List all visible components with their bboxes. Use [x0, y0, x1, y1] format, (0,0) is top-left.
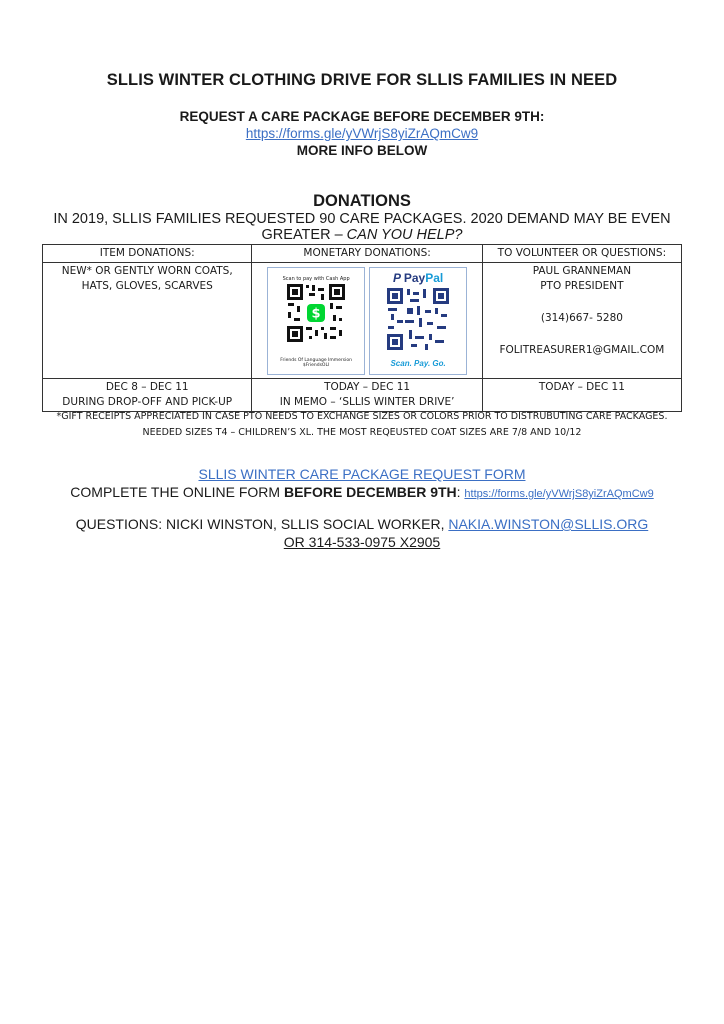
contact-phone: (314)667- 5280: [540, 312, 623, 324]
paypal-logo-icon: P PayPal: [392, 271, 444, 285]
table-row: [43, 263, 682, 379]
page-title: SLLIS WINTER CLOTHING DRIVE FOR SLLIS FAMILIES IN NEED: [106, 71, 618, 89]
paypal-qr-code[interactable]: [385, 286, 451, 352]
volunteer-dates-cell: [482, 379, 681, 412]
paypal-tagline: Scan. Pay. Go.: [390, 359, 446, 368]
volunteer-dates: TODAY – DEC 11: [538, 381, 625, 393]
cashapp-caption: Scan to pay with Cash App: [282, 276, 350, 282]
item-dropoff-note: DURING DROP-OFF AND PICK-UP: [62, 396, 233, 408]
complete-form-text: COMPLETE THE ONLINE FORM: [70, 484, 284, 500]
questions-text: QUESTIONS: NICKI WINSTON, SLLIS SOCIAL WORKER,: [75, 516, 449, 532]
social-worker-phone: OR 314-533-0975 X2905: [283, 534, 441, 550]
request-form-link[interactable]: https://forms.gle/yVWrjS8yiZrAQmCw9: [245, 126, 479, 141]
more-info-label: MORE INFO BELOW: [296, 143, 428, 158]
donations-intro: [40, 211, 684, 243]
monetary-dates: TODAY – DEC 11: [324, 381, 411, 393]
donations-intro-emphasis: CAN YOU HELP?: [346, 227, 463, 243]
contact-cell: [482, 263, 681, 379]
donations-intro-text: IN 2019, SLLIS FAMILIES REQUESTED 90 CARE PACKAGES. 2020 DEMAND MAY BE EVEN GREATER –: [53, 211, 671, 243]
cashapp-footer-tag: $FriendsOLI: [302, 363, 330, 368]
donations-heading: DONATIONS: [313, 192, 411, 210]
table-header-row: [43, 245, 682, 263]
complete-form-link[interactable]: https://forms.gle/yVWrjS8yiZrAQmCw9: [464, 488, 654, 500]
contact-role: PTO PRESIDENT: [540, 280, 624, 292]
cashapp-qr-card[interactable]: [267, 267, 365, 375]
monetary-dates-cell: [252, 379, 482, 412]
monetary-memo-note: IN MEMO – ‘SLLIS WINTER DRIVE’: [279, 396, 455, 408]
items-line-2: HATS, GLOVES, SCARVES: [81, 280, 213, 292]
item-dates: DEC 8 – DEC 11: [105, 381, 189, 393]
item-dates-cell: [43, 379, 252, 412]
deadline-text: BEFORE DECEMBER 9TH: [283, 484, 457, 500]
complete-form-line: [0, 484, 724, 500]
header-item-donations: ITEM DONATIONS:: [43, 245, 252, 263]
header-volunteer: TO VOLUNTEER OR QUESTIONS:: [482, 245, 681, 263]
social-worker-email-link[interactable]: NAKIA.WINSTON@SLLIS.ORG: [448, 516, 649, 532]
gift-receipt-note: *GIFT RECEIPTS APPRECIATED IN CASE PTO NEEDS TO EXCHANGE SIZES OR COLORS PRIOR TO DISTRUBUTING CARE PACKAGES. NEEDED SIZES T4 – CHILDREN’S XL. THE MOST REQEUSTED COAT SIZES ARE 7/8 AND 10/12: [56, 411, 668, 438]
contact-email: FOLITREASURER1@GMAIL.COM: [499, 344, 665, 356]
items-cell: [43, 263, 252, 379]
table-row: [43, 379, 682, 412]
cashapp-footer-name: Friends Of Language Immersion: [280, 358, 352, 363]
paypal-qr-card[interactable]: [369, 267, 467, 375]
contact-name: PAUL GRANNEMAN: [532, 265, 632, 277]
items-line-1: NEW* OR GENTLY WORN COATS,: [61, 265, 233, 277]
colon-separator: :: [456, 484, 465, 500]
cashapp-qr-code[interactable]: [285, 282, 347, 344]
request-form-title-link[interactable]: SLLIS WINTER CARE PACKAGE REQUEST FORM: [198, 466, 526, 482]
donations-table: [42, 244, 682, 412]
header-monetary-donations: MONETARY DONATIONS:: [252, 245, 482, 263]
svg-text:$: $: [311, 306, 321, 322]
monetary-cell: [252, 263, 482, 379]
questions-line: [0, 516, 724, 532]
request-line: REQUEST A CARE PACKAGE BEFORE DECEMBER 9TH:: [179, 109, 545, 124]
